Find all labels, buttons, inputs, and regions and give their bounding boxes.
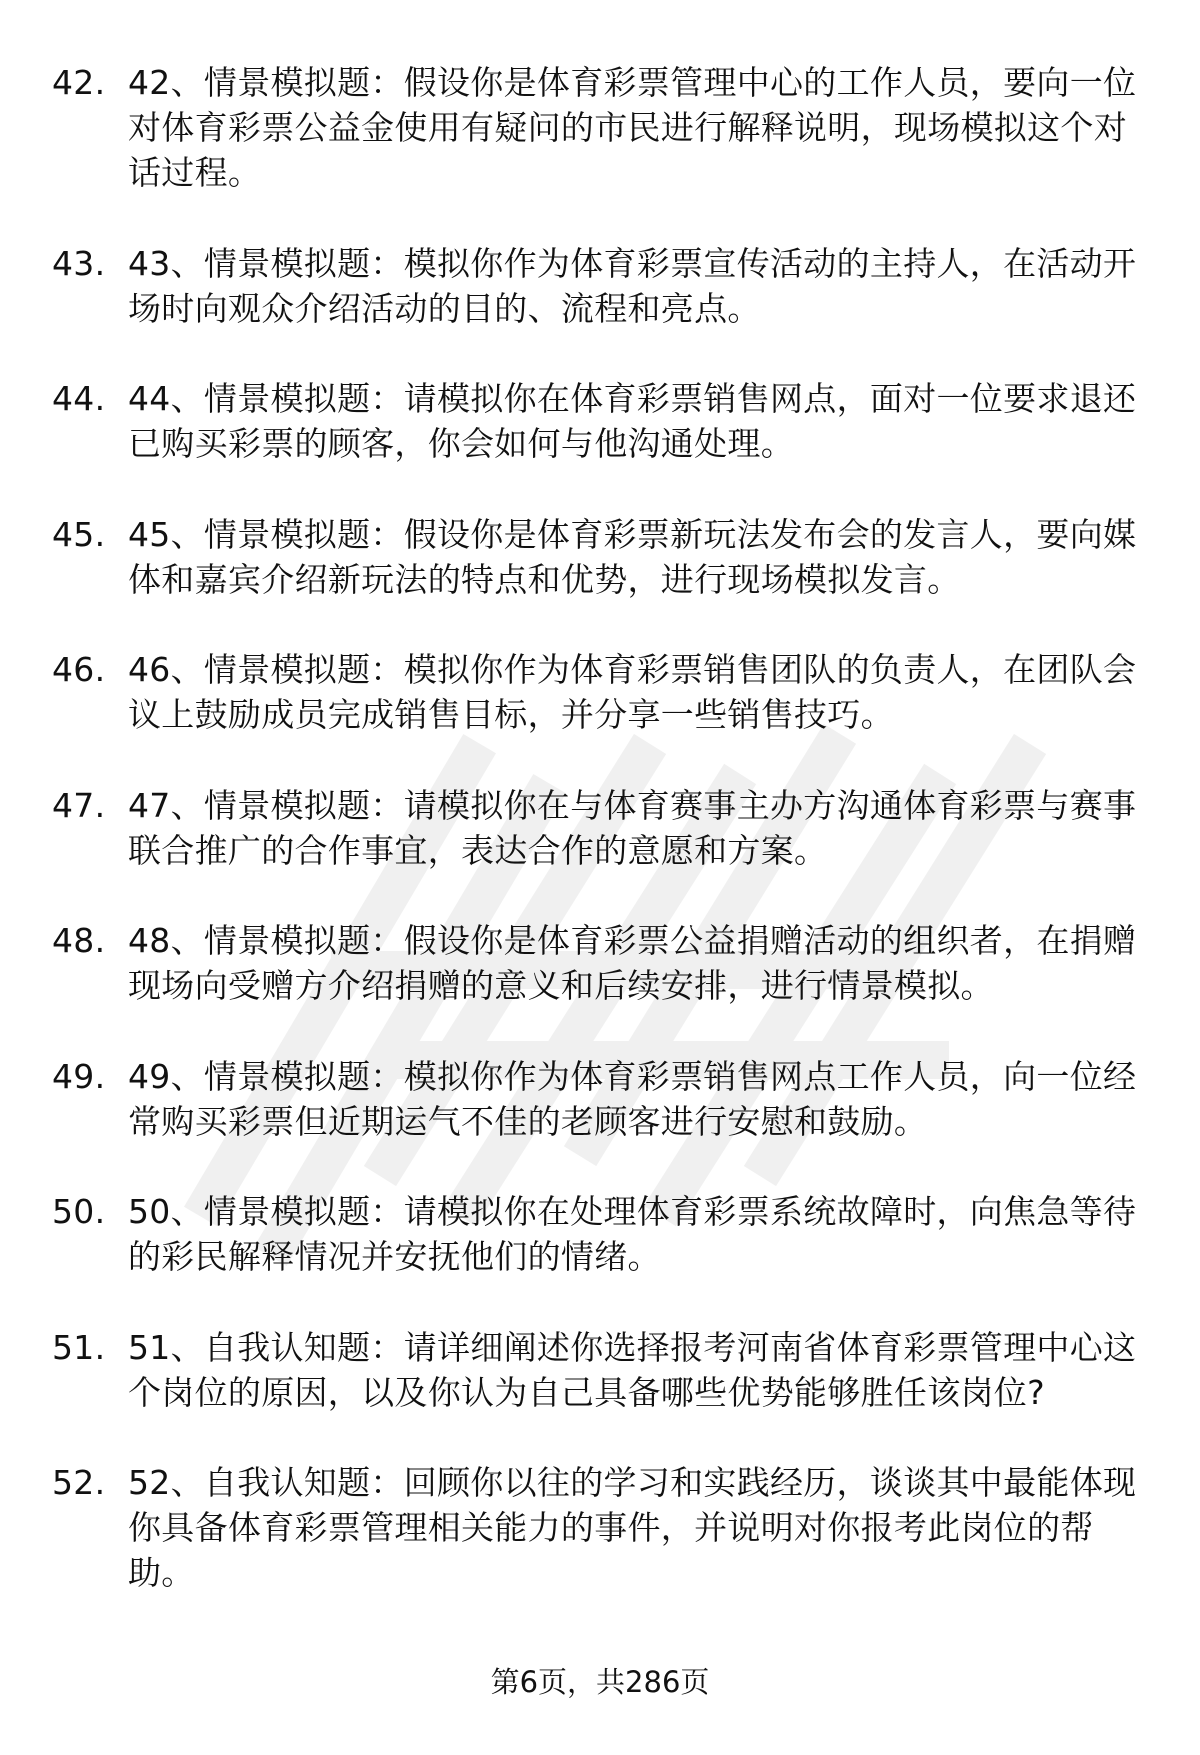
question-text: 45、情景模拟题：假设你是体育彩票新玩法发布会的发言人，要向媒体和嘉宾介绍新玩法的特点和优势，进行现场模拟发言。 bbox=[128, 514, 1137, 599]
question-number: 43. bbox=[52, 243, 106, 283]
question-list bbox=[0, 60, 1200, 1641]
question-text: 44、情景模拟题：请模拟你在体育彩票销售网点，面对一位要求退还已购买彩票的顾客，你会如何与他沟通处理。 bbox=[128, 379, 1137, 463]
question-text: 46、情景模拟题：模拟你作为体育彩票销售团队的负责人，在团队会议上鼓励成员完成销售目标，并分享一些销售技巧。 bbox=[128, 650, 1137, 734]
question-item bbox=[0, 512, 1200, 602]
page-footer: 第6页，共286页 bbox=[490, 1665, 710, 1699]
question-text: 50、情景模拟题：请模拟你在处理体育彩票系统故障时，向焦急等待的彩民解释情况并安抚他们的情绪。 bbox=[128, 1192, 1137, 1276]
question-number: 45. bbox=[52, 514, 106, 554]
question-number: 42. bbox=[52, 63, 106, 102]
question-item bbox=[0, 1325, 1200, 1415]
question-item bbox=[0, 918, 1200, 1008]
question-item bbox=[0, 241, 1200, 331]
question-item bbox=[0, 647, 1200, 737]
question-item bbox=[0, 60, 1200, 195]
question-number: 52. bbox=[52, 1463, 106, 1502]
question-text: 42、情景模拟题：假设你是体育彩票管理中心的工作人员，要向一位对体育彩票公益金使用有疑问的市民进行解释说明，现场模拟这个对话过程。 bbox=[128, 63, 1137, 192]
question-number: 47. bbox=[52, 785, 106, 825]
question-item bbox=[0, 1189, 1200, 1279]
question-text: 52、自我认知题：回顾你以往的学习和实践经历，谈谈其中最能体现你具备体育彩票管理相关能力的事件，并说明对你报考此岗位的帮助。 bbox=[128, 1463, 1137, 1592]
question-item bbox=[0, 1460, 1200, 1595]
question-text: 49、情景模拟题：模拟你作为体育彩票销售网点工作人员，向一位经常购买彩票但近期运气不佳的老顾客进行安慰和鼓励。 bbox=[128, 1056, 1137, 1141]
question-number: 48. bbox=[52, 921, 106, 960]
question-number: 51. bbox=[52, 1327, 106, 1367]
question-text: 43、情景模拟题：模拟你作为体育彩票宣传活动的主持人，在活动开场时向观众介绍活动的目的、流程和亮点。 bbox=[128, 243, 1137, 328]
question-number: 44. bbox=[52, 379, 106, 418]
question-number: 49. bbox=[52, 1056, 106, 1096]
question-text: 47、情景模拟题：请模拟你在与体育赛事主办方沟通体育彩票与赛事联合推广的合作事宜，表达合作的意愿和方案。 bbox=[128, 785, 1137, 870]
question-text: 48、情景模拟题：假设你是体育彩票公益捐赠活动的组织者，在捐赠现场向受赠方介绍捐赠的意义和后续安排，进行情景模拟。 bbox=[128, 921, 1137, 1005]
question-number: 50. bbox=[52, 1192, 106, 1231]
question-text: 51、自我认知题：请详细阐述你选择报考河南省体育彩票管理中心这个岗位的原因，以及你认为自己具备哪些优势能够胜任该岗位? bbox=[128, 1327, 1137, 1412]
question-number: 46. bbox=[52, 650, 106, 689]
question-item bbox=[0, 1054, 1200, 1144]
question-item bbox=[0, 783, 1200, 873]
question-item bbox=[0, 376, 1200, 466]
